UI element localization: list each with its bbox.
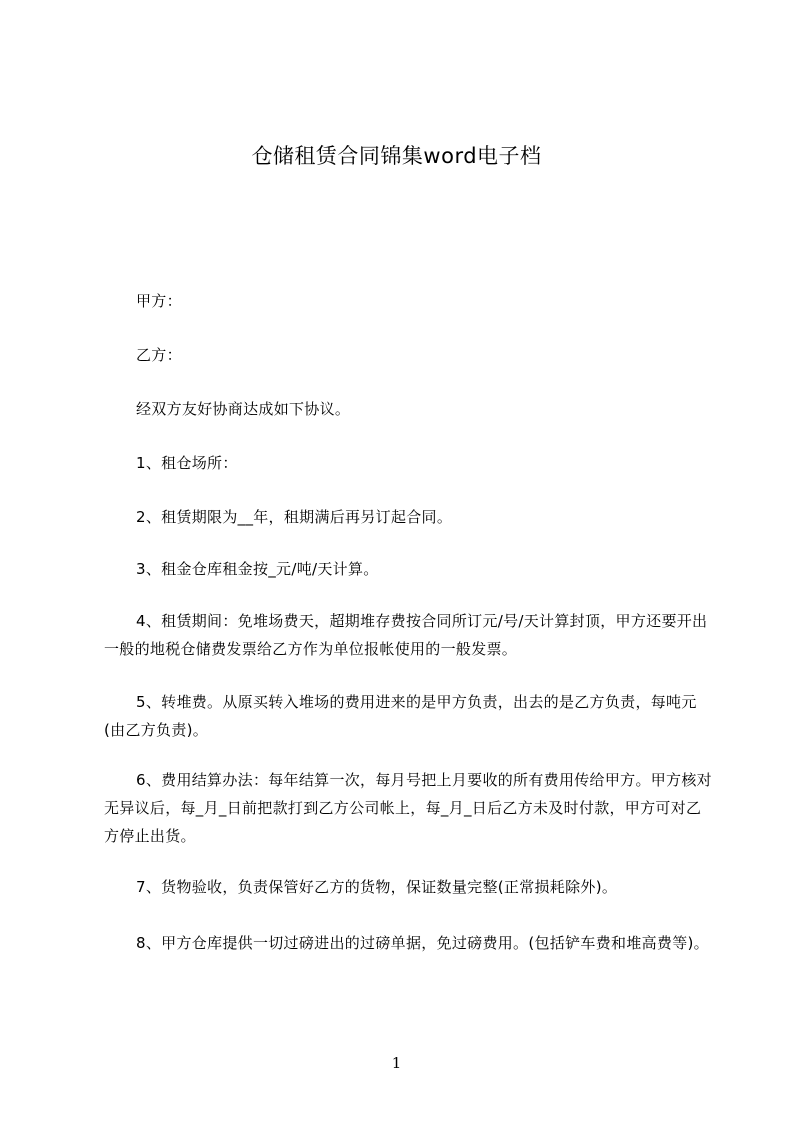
clause-7: 7、货物验收，负责保管好乙方的货物，保证数量完整(正常损耗除外)。	[136, 878, 618, 896]
party-b-line: 乙方：	[136, 346, 182, 364]
agreement-intro: 经双方友好协商达成如下协议。	[136, 400, 351, 418]
clause-4: 4、租赁期间：免堆场费天，超期堆存费按合同所订元/号/天计算封顶，甲方还要开出一般的地税仓储费发票给乙方作为单位报帐使用的一般发票。	[104, 612, 708, 658]
clause-1: 1、租仓场所：	[136, 454, 238, 472]
party-a-line: 甲方：	[136, 292, 182, 310]
page-number: 1	[391, 1054, 402, 1072]
clause-3: 3、租金仓库租金按_元/吨/天计算。	[136, 560, 379, 578]
clause-2: 2、租赁期限为__年，租期满后再另订起合同。	[136, 508, 453, 526]
clause-6: 6、费用结算办法：每年结算一次，每月号把上月要收的所有费用传给甲方。甲方核对无异议后，每_月_日前把款打到乙方公司帐上，每_月_日后乙方未及时付款，甲方可对乙方停止出货。	[104, 771, 712, 845]
clause-5: 5、转堆费。从原买转入堆场的费用进来的是甲方负责，出去的是乙方负责，每吨元(由乙方负责)。	[104, 693, 697, 739]
document-title: 仓储租赁合同锦集word电子档	[251, 144, 542, 168]
clause-8: 8、甲方仓库提供一切过磅进出的过磅单据，免过磅费用。(包括铲车费和堆高费等)。	[136, 934, 709, 952]
